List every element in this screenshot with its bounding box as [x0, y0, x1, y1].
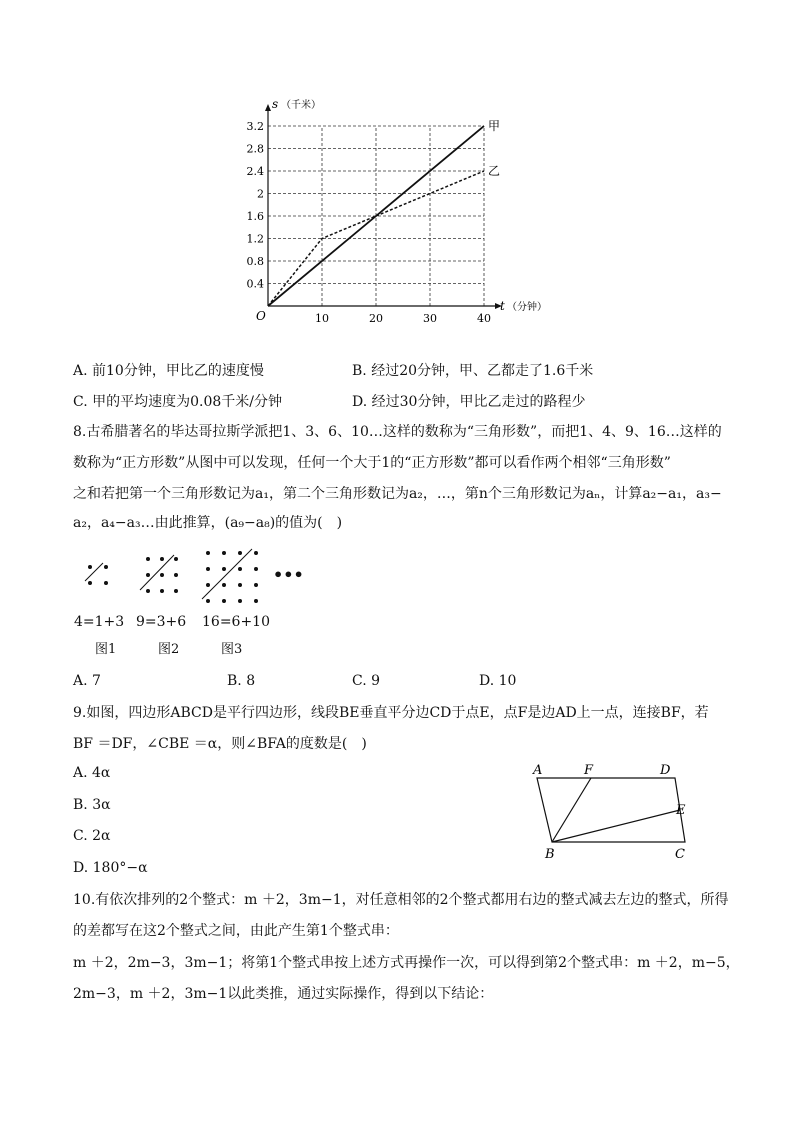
y-axis-label: s	[272, 97, 279, 111]
y-tick-label: 0.4	[246, 277, 264, 291]
x-tick-label: 10	[315, 312, 329, 325]
q7-option-b[interactable]: B. 经过20分钟，甲、乙都走了1.6千米	[352, 363, 594, 379]
q7-option-c[interactable]: C. 甲的平均速度为0.08千米/分钟	[73, 394, 283, 410]
x-tick-label: 20	[369, 312, 383, 325]
label-f: F	[584, 763, 594, 778]
x-axis-label: t	[500, 299, 505, 313]
y-tick-label: 3.2	[246, 120, 264, 133]
q7-option-d[interactable]: D. 经过30分钟，甲比乙走过的路程少	[352, 394, 586, 410]
label-b: B	[545, 847, 555, 862]
origin-label: O	[256, 309, 266, 323]
x-tick-label: 40	[477, 312, 491, 325]
q8-option-b[interactable]: B. 8	[227, 673, 256, 689]
chart-labels	[247, 97, 548, 325]
y-axis-unit: （千米）	[281, 100, 321, 111]
x-axis-unit: （分钟）	[507, 302, 547, 313]
y-tick-label: 1.2	[246, 232, 264, 246]
label-e: E	[676, 803, 686, 818]
y-tick-label: 1.6	[246, 210, 264, 223]
series-label-0: 甲	[488, 119, 501, 133]
q9-option-a[interactable]: A. 4α	[73, 765, 111, 781]
y-axis-arrow	[265, 104, 271, 111]
q8-figure-1-equation: 4=1+3	[74, 614, 125, 630]
q8-figure-3-caption: 图3	[221, 642, 243, 657]
q9-line-1: 9.如图，四边形ABCD是平行四边形，线段BE垂直平分边CD于点E，点F是边AD上一点，连接BF，若	[73, 705, 709, 721]
segment-be	[552, 810, 680, 842]
q8-dot-figures	[70, 545, 310, 615]
y-tick-label: 2.8	[246, 142, 264, 156]
q8-figure-2-dots	[140, 555, 178, 593]
q8-line-2: 数称为“正方形数”从图中可以发现，任何一个大于1的“正方形数”都可以看作两个相邻“三角形数”	[73, 455, 671, 471]
q8-figure-1-caption: 图1	[95, 642, 117, 657]
x-tick-label: 30	[423, 312, 437, 325]
parallelogram-abcd	[537, 778, 685, 842]
q9-option-d[interactable]: D. 180°−α	[73, 860, 148, 876]
q7-option-a[interactable]: A. 前10分钟，甲比乙的速度慢	[73, 363, 264, 379]
q9-option-c[interactable]: C. 2α	[73, 828, 111, 844]
y-tick-label: 0.8	[246, 255, 264, 268]
q10-line-3: m ＋2，2m−3，3m−1；将第1个整式串按上述方式再操作一次，可以得到第2个整式串：m ＋2，m−5，	[73, 955, 740, 971]
q8-figure-1-dots	[85, 563, 108, 585]
y-tick-label: 2.4	[246, 165, 264, 178]
label-a: A	[533, 763, 543, 778]
q8-figure-3-dots	[202, 549, 258, 603]
y-tick-label: 2	[257, 187, 264, 201]
label-c: C	[675, 847, 685, 862]
q10-line-1: 10.有依次排列的2个整式：m ＋2，3m−1，对任意相邻的2个整式都用右边的整式减去左边的整式，所得	[73, 892, 729, 908]
q8-figure-2-equation: 9=3+6	[136, 614, 187, 630]
q9-option-b[interactable]: B. 3α	[73, 797, 111, 813]
q8-option-c[interactable]: C. 9	[352, 673, 381, 689]
q8-option-a[interactable]: A. 7	[73, 673, 101, 689]
q10-line-4: 2m−3，m ＋2，3m−1以此类推，通过实际操作，得到以下结论：	[73, 986, 494, 1002]
q8-figure-2-caption: 图2	[158, 642, 180, 657]
q8-ellipsis: •••	[273, 565, 304, 584]
q8-option-d[interactable]: D. 10	[479, 673, 517, 689]
q8-figure-3-equation: 16=6+10	[202, 614, 270, 630]
q8-line-1: 8.古希腊著名的毕达哥拉斯学派把1、3、6、10…这样的数称为“三角形数”，而把1、4、9、16…这样的	[73, 424, 722, 440]
q7-chart	[240, 90, 560, 335]
q8-line-4: a₂，a₄−a₃…由此推算，(a₉−a₈)的值为( )	[73, 515, 343, 531]
series-label-1: 乙	[488, 164, 501, 178]
label-d: D	[660, 763, 671, 778]
q9-parallelogram-figure	[525, 760, 695, 865]
segment-bf	[552, 778, 591, 842]
q9-line-2: BF ＝DF，∠CBE ＝α，则∠BFA的度数是( )	[73, 736, 367, 752]
q10-line-2: 的差都写在这2个整式之间，由此产生第1个整式串：	[73, 923, 399, 939]
q8-line-3: 之和若把第一个三角形数记为a₁，第二个三角形数记为a₂，…，第n个三角形数记为aₙ，计算a₂−a₁，a₃−	[73, 486, 722, 502]
